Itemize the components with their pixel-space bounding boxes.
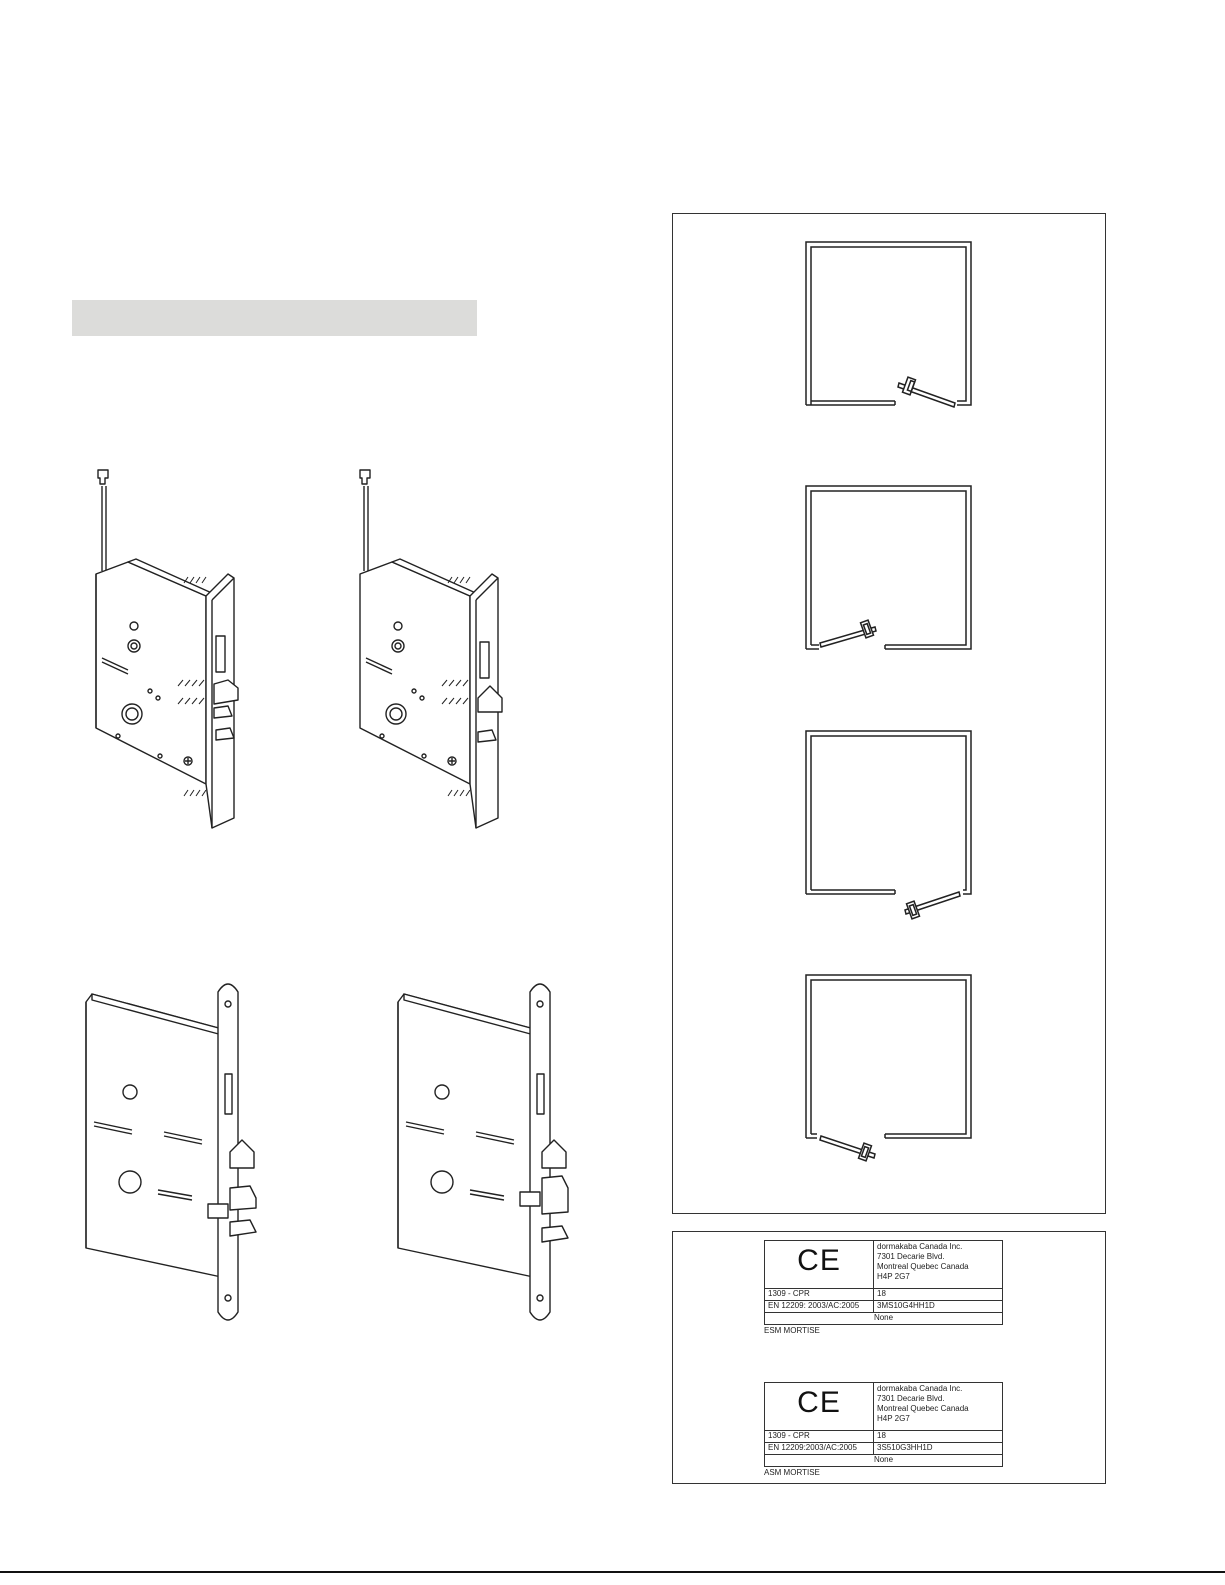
address-line: dormakaba Canada Inc. — [877, 1384, 963, 1393]
manufacturer-address — [874, 1383, 1003, 1431]
classification-none: None — [765, 1455, 1003, 1467]
address-line: Montreal Quebec Canada — [877, 1404, 969, 1413]
year-value: 18 — [874, 1431, 1003, 1443]
esm-mortise-lock-drawing-1 — [88, 466, 263, 831]
ce-mark-icon: CE — [797, 1386, 841, 1419]
address-line: H4P 2G7 — [877, 1414, 910, 1423]
door-diagram-1 — [805, 241, 975, 416]
label-caption-esm: ESM MORTISE — [764, 1326, 820, 1335]
ce-label-esm — [764, 1240, 1003, 1325]
ce-label-panel — [672, 1231, 1106, 1484]
classification-code: 3S510G3HH1D — [874, 1443, 1003, 1455]
address-line: Montreal Quebec Canada — [877, 1262, 969, 1271]
standard-value: EN 12209: 2003/AC:2005 — [765, 1301, 874, 1313]
address-line: dormakaba Canada Inc. — [877, 1242, 963, 1251]
ce-mark-icon: CE — [797, 1244, 841, 1277]
section-header-bar — [72, 300, 477, 336]
door-diagram-4 — [805, 974, 975, 1149]
door-diagram-2 — [805, 485, 975, 660]
esm-mortise-lock-drawing-2 — [356, 466, 531, 831]
certificate-number: 1309 - CPR — [765, 1431, 874, 1443]
address-line: H4P 2G7 — [877, 1272, 910, 1281]
address-line: 7301 Decarie Blvd. — [877, 1252, 945, 1261]
ce-mark-cell — [765, 1241, 874, 1289]
asm-mortise-lock-drawing-2 — [392, 982, 572, 1322]
asm-mortise-lock-drawing-1 — [80, 982, 260, 1322]
door-diagram-3 — [805, 730, 975, 905]
label-caption-asm: ASM MORTISE — [764, 1468, 820, 1477]
manufacturer-address — [874, 1241, 1003, 1289]
footer-rule — [0, 1571, 1225, 1573]
standard-value: EN 12209:2003/AC:2005 — [765, 1443, 874, 1455]
ce-mark-cell — [765, 1383, 874, 1431]
certificate-number: 1309 - CPR — [765, 1289, 874, 1301]
classification-none: None — [765, 1313, 1003, 1325]
year-value: 18 — [874, 1289, 1003, 1301]
classification-code: 3MS10G4HH1D — [874, 1301, 1003, 1313]
door-handing-panel — [672, 213, 1106, 1214]
ce-label-asm — [764, 1382, 1003, 1467]
address-line: 7301 Decarie Blvd. — [877, 1394, 945, 1403]
